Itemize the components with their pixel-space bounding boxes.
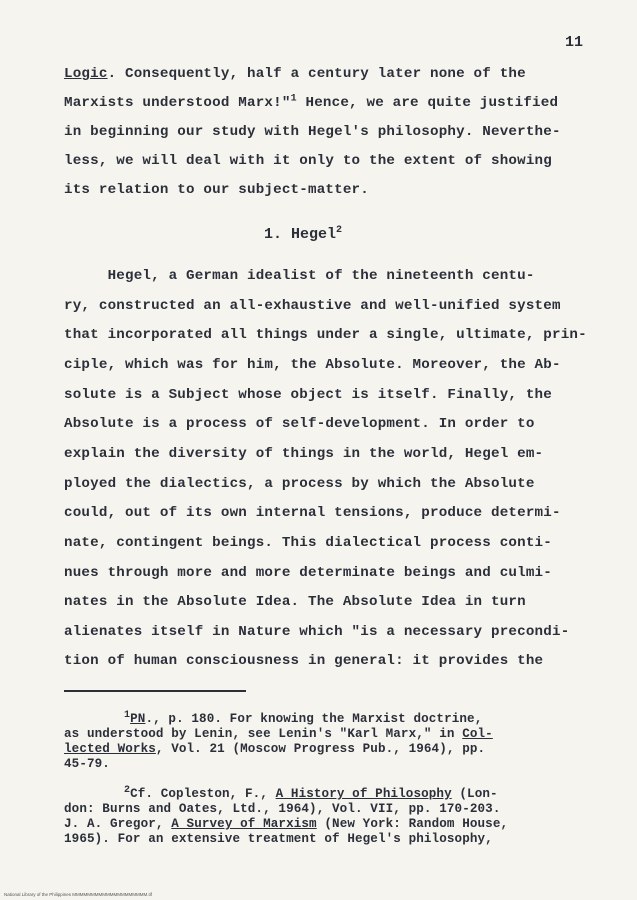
page-number: 11 xyxy=(564,34,583,51)
text-line: solute is a Subject whose object is itself. Finally, the xyxy=(64,387,552,403)
footnote-line: 1965). For an extensive treatment of Hegel's philosophy, xyxy=(64,832,493,846)
text-line: alienates itself in Nature which "is a necessary precondi- xyxy=(64,624,570,640)
text-line: Marxists understood Marx!"$^1$ Hence, we are quite justified xyxy=(64,93,559,111)
text-line: tion of human consciousness in general: it provides the xyxy=(64,653,544,669)
text-line: in beginning our study with Hegel's philosophy. Neverthe- xyxy=(64,124,561,140)
text-line: ry, constructed an all-exhaustive and well-unified system xyxy=(64,298,561,314)
abbreviation-reference: PN xyxy=(130,712,146,726)
text-line: Logic. Consequently, half a century later none of the xyxy=(64,66,526,82)
footnote-line: as understood by Lenin, see Lenin's "Karl Marx," in Col- xyxy=(64,727,493,741)
section-heading: 1. Hegel$^2$ xyxy=(264,225,343,243)
footnote-marker: 2 xyxy=(124,784,131,796)
footnote-marker: 1 xyxy=(124,709,131,721)
text-line: ployed the dialectics, a process by which the Absolute xyxy=(64,476,535,492)
text-line: could, out of its own internal tensions, produce determi- xyxy=(64,505,561,521)
book-title: Col- xyxy=(462,727,493,741)
footnote-marker: 1 xyxy=(290,93,297,105)
footnote-line: 45-79. xyxy=(64,757,110,771)
text-line: less, we will deal with it only to the extent of showing xyxy=(64,153,552,169)
footnote-line: J. A. Gregor, A Survey of Marxism (New York: Random House, xyxy=(64,817,509,831)
text-line: ciple, which was for him, the Absolute. Moreover, the Ab- xyxy=(64,357,561,373)
text-line: that incorporated all things under a single, ultimate, prin- xyxy=(64,327,587,343)
footnote-line: don: Burns and Oates, Ltd., 1964), Vol. VII, pp. 170-203. xyxy=(64,802,501,816)
text-line: Hegel, a German idealist of the nineteenth centu- xyxy=(64,268,535,284)
text-line: its relation to our subject-matter. xyxy=(64,182,369,198)
text-line: explain the diversity of things in the world, Hegel em- xyxy=(64,446,544,462)
footnote-line: $^2$Cf. Copleston, F., A History of Philosophy (Lon- xyxy=(124,784,498,801)
text-line: nues through more and more determinate beings and culmi- xyxy=(64,565,552,581)
text-line: nate, contingent beings. This dialectical process conti- xyxy=(64,535,552,551)
book-title: A Survey of Marxism xyxy=(171,817,317,831)
footnote-line: lected Works, Vol. 21 (Moscow Progress Pub., 1964), pp. xyxy=(64,742,486,756)
text-line: nates in the Absolute Idea. The Absolute Idea in turn xyxy=(64,594,526,610)
footnote-marker: 2 xyxy=(336,225,343,236)
book-title: lected Works xyxy=(64,742,156,756)
footnote-line: $^1$PN., p. 180. For knowing the Marxist doctrine, xyxy=(124,709,483,726)
footnote-divider xyxy=(64,690,246,692)
text-line: Absolute is a process of self-development. In order to xyxy=(64,416,535,432)
underlined-word: Logic xyxy=(64,66,108,82)
book-title: A History of Philosophy xyxy=(275,787,452,801)
archive-stamp: National Library of the Philippines MMMMMMMMMMMMMMMMMMMM.tif xyxy=(4,892,153,897)
